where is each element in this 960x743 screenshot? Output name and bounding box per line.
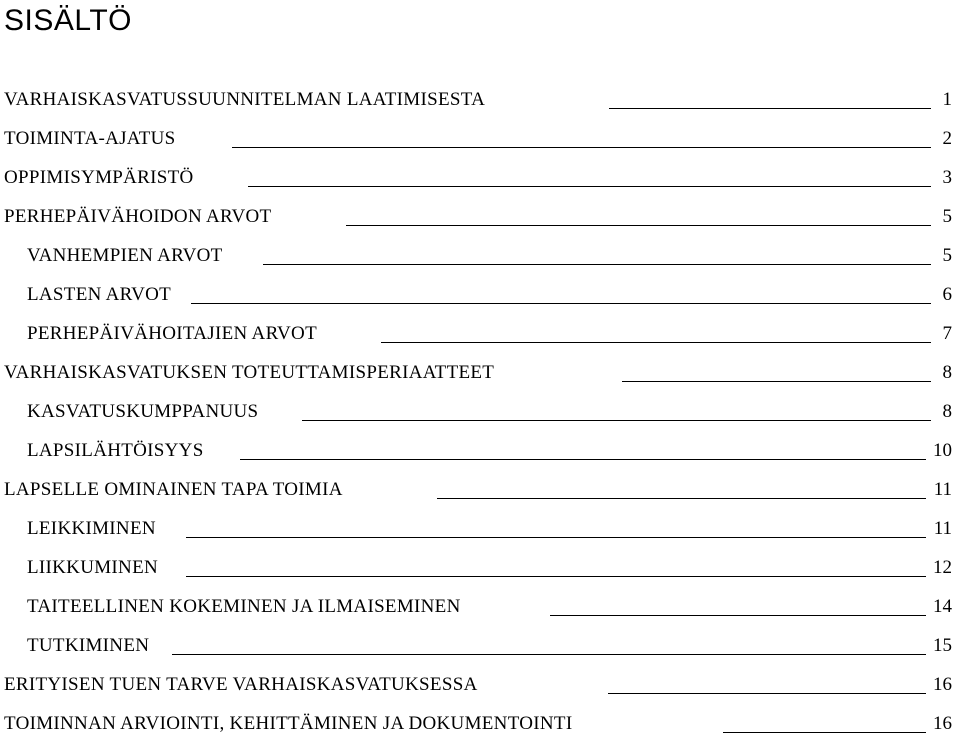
toc-leader-line bbox=[263, 264, 931, 265]
toc-entry-label: KASVATUSKUMPPANUUS bbox=[27, 401, 259, 422]
toc-leader-line bbox=[172, 654, 926, 655]
toc-leader-line bbox=[186, 576, 926, 577]
toc-entry-label: TUTKIMINEN bbox=[27, 635, 150, 656]
toc-entry[interactable] bbox=[0, 474, 960, 504]
toc-leader-line bbox=[622, 381, 931, 382]
toc-leader-line bbox=[609, 108, 931, 109]
toc-entry[interactable] bbox=[0, 123, 960, 153]
toc-page-number: 15 bbox=[933, 635, 952, 656]
toc-page-number: 8 bbox=[942, 401, 952, 422]
toc-entry[interactable] bbox=[0, 708, 960, 738]
toc-entry-label: PERHEPÄIVÄHOIDON ARVOT bbox=[4, 206, 272, 227]
toc-leader-line bbox=[550, 615, 926, 616]
toc-entry-label: PERHEPÄIVÄHOITAJIEN ARVOT bbox=[27, 323, 317, 344]
toc-entry-label: ERITYISEN TUEN TARVE VARHAISKASVATUKSESSA bbox=[4, 674, 478, 695]
toc-entry[interactable] bbox=[0, 201, 960, 231]
toc-entry[interactable] bbox=[0, 513, 960, 543]
toc-entry[interactable] bbox=[0, 84, 960, 114]
toc-page-number: 5 bbox=[942, 245, 952, 266]
toc-entry[interactable] bbox=[0, 357, 960, 387]
toc-page-number: 6 bbox=[942, 284, 952, 305]
toc-page-number: 7 bbox=[942, 323, 952, 344]
toc-leader-line bbox=[302, 420, 931, 421]
toc-entry-label: OPPIMISYMPÄRISTÖ bbox=[4, 167, 194, 188]
toc-entry-label: TAITEELLINEN KOKEMINEN JA ILMAISEMINEN bbox=[27, 596, 461, 617]
toc-entry-label: TOIMINNAN ARVIOINTI, KEHITTÄMINEN JA DOKUMENTOINTI bbox=[4, 713, 573, 734]
toc-leader-line bbox=[608, 693, 926, 694]
toc-entry[interactable] bbox=[0, 162, 960, 192]
toc-entry-label: TOIMINTA-AJATUS bbox=[4, 128, 176, 149]
toc-entry-label: VARHAISKASVATUSSUUNNITELMAN LAATIMISESTA bbox=[4, 89, 486, 110]
toc-page-number: 12 bbox=[933, 557, 952, 578]
toc-leader-line bbox=[248, 186, 931, 187]
toc-page-number: 14 bbox=[933, 596, 952, 617]
toc-entry[interactable] bbox=[0, 279, 960, 309]
toc-page-number: 16 bbox=[933, 674, 952, 695]
toc-leader-line bbox=[723, 732, 926, 733]
toc-entry[interactable] bbox=[0, 240, 960, 270]
toc-entry[interactable] bbox=[0, 396, 960, 426]
toc-entry-label: LASTEN ARVOT bbox=[27, 284, 172, 305]
toc-page-number: 10 bbox=[933, 440, 952, 461]
toc-entry-label: VANHEMPIEN ARVOT bbox=[27, 245, 223, 266]
document-title: SISÄLTÖ bbox=[4, 4, 132, 37]
toc-entry[interactable] bbox=[0, 591, 960, 621]
toc-entry[interactable] bbox=[0, 669, 960, 699]
toc-leader-line bbox=[381, 342, 931, 343]
toc-page-number: 5 bbox=[942, 206, 952, 227]
toc-entry-label: LEIKKIMINEN bbox=[27, 518, 156, 539]
toc-leader-line bbox=[437, 498, 926, 499]
toc-page-number: 8 bbox=[942, 362, 952, 383]
toc-entry[interactable] bbox=[0, 435, 960, 465]
toc-entry-label: VARHAISKASVATUKSEN TOTEUTTAMISPERIAATTEET bbox=[4, 362, 495, 383]
toc-entry[interactable] bbox=[0, 552, 960, 582]
toc-page-number: 3 bbox=[942, 167, 952, 188]
toc-page-number: 1 bbox=[942, 89, 952, 110]
toc-leader-line bbox=[186, 537, 926, 538]
toc-page-number: 2 bbox=[942, 128, 952, 149]
toc-leader-line bbox=[191, 303, 931, 304]
toc-entry-label: LAPSILÄHTÖISYYS bbox=[27, 440, 204, 461]
toc-entry[interactable] bbox=[0, 318, 960, 348]
toc-entry-label: LIIKKUMINEN bbox=[27, 557, 158, 578]
toc-page-number: 16 bbox=[933, 713, 952, 734]
toc-leader-line bbox=[232, 147, 931, 148]
toc-leader-line bbox=[346, 225, 931, 226]
toc-entry[interactable] bbox=[0, 630, 960, 660]
toc-leader-line bbox=[240, 459, 926, 460]
toc-entry-label: LAPSELLE OMINAINEN TAPA TOIMIA bbox=[4, 479, 343, 500]
toc-page-number: 11 bbox=[933, 479, 952, 500]
toc-page-number: 11 bbox=[933, 518, 952, 539]
